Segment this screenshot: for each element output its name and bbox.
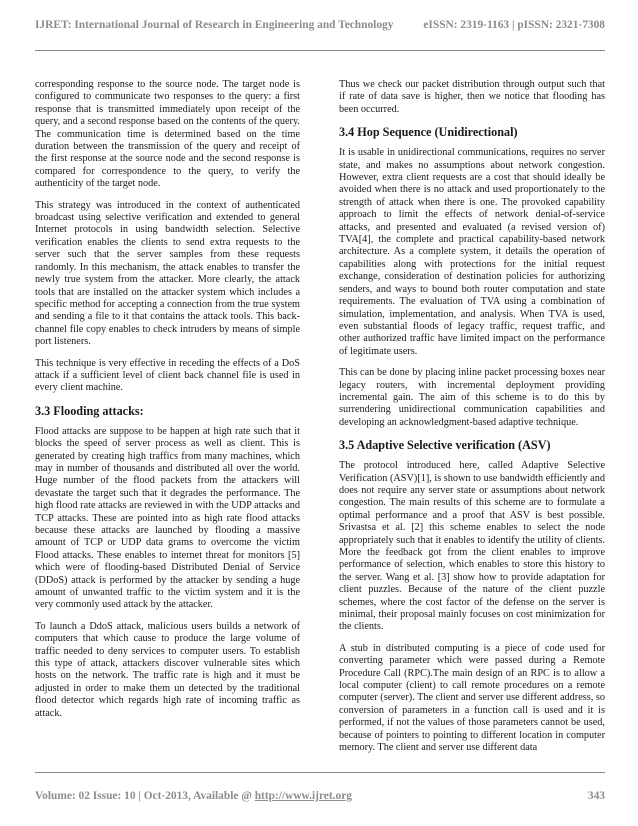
paragraph: This technique is very effective in receding the effects of a DoS attack if a sufficient level of client back channel file is used in every client machine. — [35, 357, 300, 394]
header-rule — [35, 50, 605, 51]
right-column — [339, 79, 605, 764]
running-header — [35, 12, 605, 38]
running-footer — [35, 787, 605, 805]
paragraph: Flood attacks are suppose to be happen at high rate such that it blocks the speed of server process as well as client. This is generated by creating high traffics from many machines, which may in number of thousands and distributed all over the world. Huge number of the flood packets from the attackers will devastate the target such that it degrades the performance. The high flood rate attacks are reviewed in with the UDP attacks and TCP attacks. These are pointed into as high rate flood attacks because these attacks are launched by flooding a massive amount of TCP or UDP data grams to overcome the victim Flood attacks. These enables to internet threat for monitors [5] which were of flooding-based Distributed Denial of Service (DDoS) attack is performed by the attacker by sending a huge amount of unwanted traffic to the victim system and it is the very commonly used attack by the attacker. — [35, 425, 300, 611]
paragraph: This strategy was introduced in the context of authenticated broadcast using selective verification and extended to general Internet protocols in using bandwidth selection. Selective verification enables the clients to send extra requests to the server such that the server samples from these requests randomly. In this mechanism, the attack enables to transfer the newly true system from the attacker. More clearly, the attack tools that are installed on the attacker system which includes a specific method for accepting a connection from the true system and sending a file to it that contains the attack tools. This back-channel file copy enables to check intruders by means of simple port listeners. — [35, 199, 300, 348]
journal-link[interactable]: http://www.ijret.org — [254, 790, 352, 802]
section-heading-3-4: 3.4 Hop Sequence (Unidirectional) — [339, 125, 518, 140]
paragraph: It is usable in unidirectional communications, requires no server state, and makes no assumptions about network congestion. However, extra client requests are a cost that should ideally be avoided when there is no attack and used proportionately to the strength of attack when there is one. The provoked capability approach to limit the effects of network denial-of-service attacks, and presented and evaluated (a revised version of) TVA[4], the complete and practical capability-based network architecture. As a complete system, it details the operation of capabilities along with protections for the initial request exchange, consideration of destination policies for authorizing senders, and ways to bound both router computation and state requirements. The evaluation of TVA using a combination of simulation, implementation, and analysis. When TVA is used, even substantial floods of legacy traffic, request traffic, and other authorized traffic have limited impact on the performance of legitimate users. — [339, 147, 605, 357]
paragraph: corresponding response to the source node. The target node is configured to communicate two responses to the query: a first response that is transmitted immediately upon receipt of the query, and a second response based on the contents of the query. The communication time is determined based on the time duration between the transmission of the query and receipt of the first response at the source node and the second response is compared for correspondence to the query, to verify the authenticity of the target node. — [35, 79, 300, 190]
volume-info — [35, 790, 352, 802]
section-heading-3-3: 3.3 Flooding attacks: — [35, 403, 144, 418]
page-number: 343 — [587, 790, 605, 802]
paragraph: The protocol introduced here, called Adaptive Selective Verification (ASV)[1], is shown to use bandwidth efficiently and does not require any server state or assumptions about network congestion. The main results of this scheme are to formulate a optimal performance and a proof that ASV is best possible. Srivastsa et al. [2] this scheme enables to select the node appropriately such that it enables to identify the utility of clients. More the feedback got from the client enables to improve performance of selection, which enables to store this history to the server. Wang et al. [3] show how to provide adaptation for client puzzles. Because of the nature of the client puzzle schemes, where the cost factor of the defense on the server is minimal, their proposal mainly focuses on cost minimization for the clients. — [339, 460, 605, 633]
issn-info: eISSN: 2319-1163 | pISSN: 2321-7308 — [423, 19, 605, 31]
paragraph: Thus we check our packet distribution through output such that if rate of data save is higher, then we notice that flooding has been occurred. — [339, 79, 605, 115]
footer-rule — [35, 772, 605, 773]
paragraph: This can be done by placing inline packet processing boxes near legacy routers, with incremental deployment providing incremental gain. The aim of this scheme is to do this by surrendering unidirectional communication capabilities and developing an acknowledgment-based adaptive technique. — [339, 367, 605, 428]
section-heading-3-5: 3.5 Adaptive Selective verification (ASV) — [339, 438, 551, 453]
paragraph: A stub in distributed computing is a piece of code used for converting parameter which were passed during a Remote Procedure Call (RPC).The main design of an RPC is to allow a local computer (client) to call remote procedures on a remote computer (server). The client and server use different address, so conversion of parameters in a function call is used and it is performed, if not the values of those parameters cannot be used, because of pointers to pointing to different location in computer memory. The client and server use different data — [339, 642, 605, 754]
paragraph: To launch a DdoS attack, malicious users builds a network of computers that which cause to produce the large volume of traffic needed to deny services to computer users. To establish this type of attack, attackers discover vulnerable sites which hosts on the network. The traffic rate is high and it must be adjusted in order to make them un detected by the traditional flood detector which regards high rate of incoming traffic as attack. — [35, 620, 300, 719]
journal-name: IJRET: International Journal of Research in Engineering and Technology — [35, 19, 394, 31]
left-column — [35, 79, 300, 729]
volume-text: Volume: 02 Issue: 10 | Oct-2013, Available @ — [35, 790, 255, 802]
